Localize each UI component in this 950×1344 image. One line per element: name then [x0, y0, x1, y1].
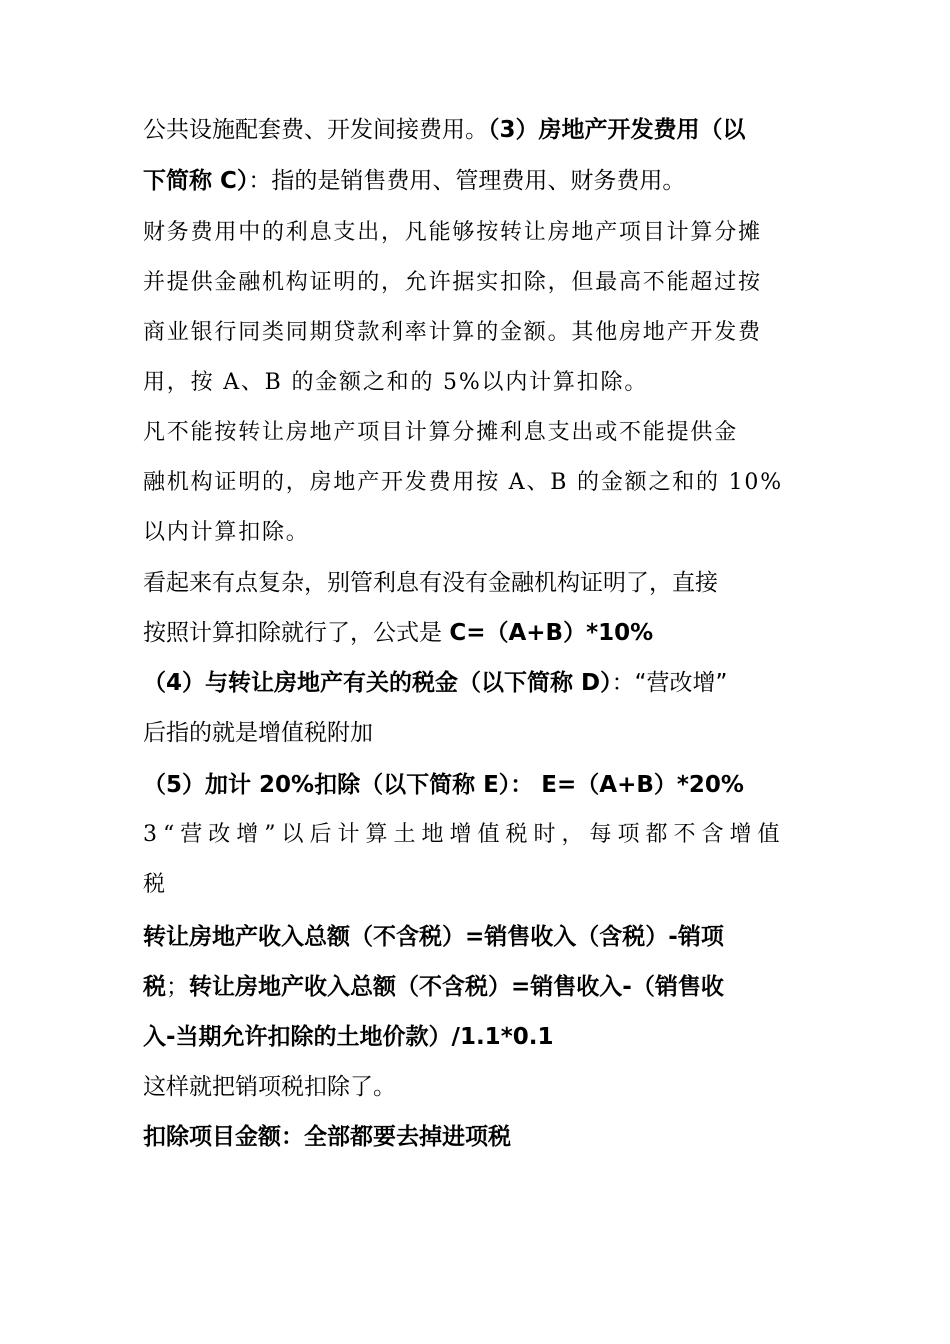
text-run: 按照计算扣除就行了，公式是 — [143, 620, 450, 646]
formula-run: 税 — [143, 974, 166, 1000]
heading-run: （4）与转让房地产有关的税金（以下简称 D） — [143, 670, 612, 696]
paragraph-line: 3“营改增”以后计算土地增值税时，每项都不含增值 — [143, 822, 786, 847]
formula-run: C=（A+B）*10% — [449, 620, 654, 646]
paragraph-line: 看起来有点复杂，别管利息有没有金融机构证明了，直接 — [143, 570, 718, 596]
paragraph-line — [143, 608, 808, 658]
formula-line: 转让房地产收入总额（不含税）=销售收入（含税）-销项 — [143, 924, 724, 950]
paragraph-line: 财务费用中的利息支出，凡能够按转让房地产项目计算分摊 — [143, 220, 762, 245]
paragraph-line: 用，按 A、B 的金额之和的 5%以内计算扣除。 — [143, 370, 649, 395]
document-body — [143, 104, 808, 1162]
paragraph-line — [143, 658, 808, 708]
text-run: ：“营改增” — [611, 670, 728, 696]
paragraph-line: 凡不能按转让房地产项目计算分摊利息支出或不能提供金 — [143, 420, 739, 445]
formula-line — [143, 962, 808, 1012]
paragraph-line — [143, 104, 808, 156]
formula-run: 转让房地产收入总额（不含税）=销售收入-（销售收 — [189, 974, 724, 1000]
paragraph-line: 以内计算扣除。 — [143, 520, 310, 545]
formula-line: 入-当期允许扣除的土地价款）/1.1*0.1 — [143, 1024, 554, 1050]
paragraph-line — [143, 156, 808, 206]
heading-line: 扣除项目金额：全部都要去掉进项税 — [143, 1124, 511, 1150]
paragraph-line: 并提供金融机构证明的，允许据实扣除，但最高不能超过按 — [143, 270, 762, 295]
paragraph-line: 融机构证明的，房地产开发费用按 A、B 的金额之和的 10% — [143, 470, 783, 495]
formula-heading: （5）加计 20%扣除（以下简称 E）： E=（A+B）*20% — [143, 772, 744, 798]
text-run: ：指的是销售费用、管理费用、财务费用。 — [248, 168, 686, 194]
paragraph-line: 商业银行同类同期贷款利率计算的金额。其他房地产开发费 — [143, 320, 762, 345]
heading-run: 下简称 C） — [143, 168, 249, 194]
paragraph-line: 后指的就是增值税附加 — [143, 720, 373, 746]
heading-run: （3）房地产开发费用（以 — [488, 117, 746, 143]
paragraph-line: 这样就把销项税扣除了。 — [143, 1074, 396, 1100]
paragraph-line: 税 — [143, 872, 172, 897]
text-run: ； — [166, 974, 189, 1000]
text-run: 公共设施配套费、开发间接费用。 — [143, 117, 488, 143]
